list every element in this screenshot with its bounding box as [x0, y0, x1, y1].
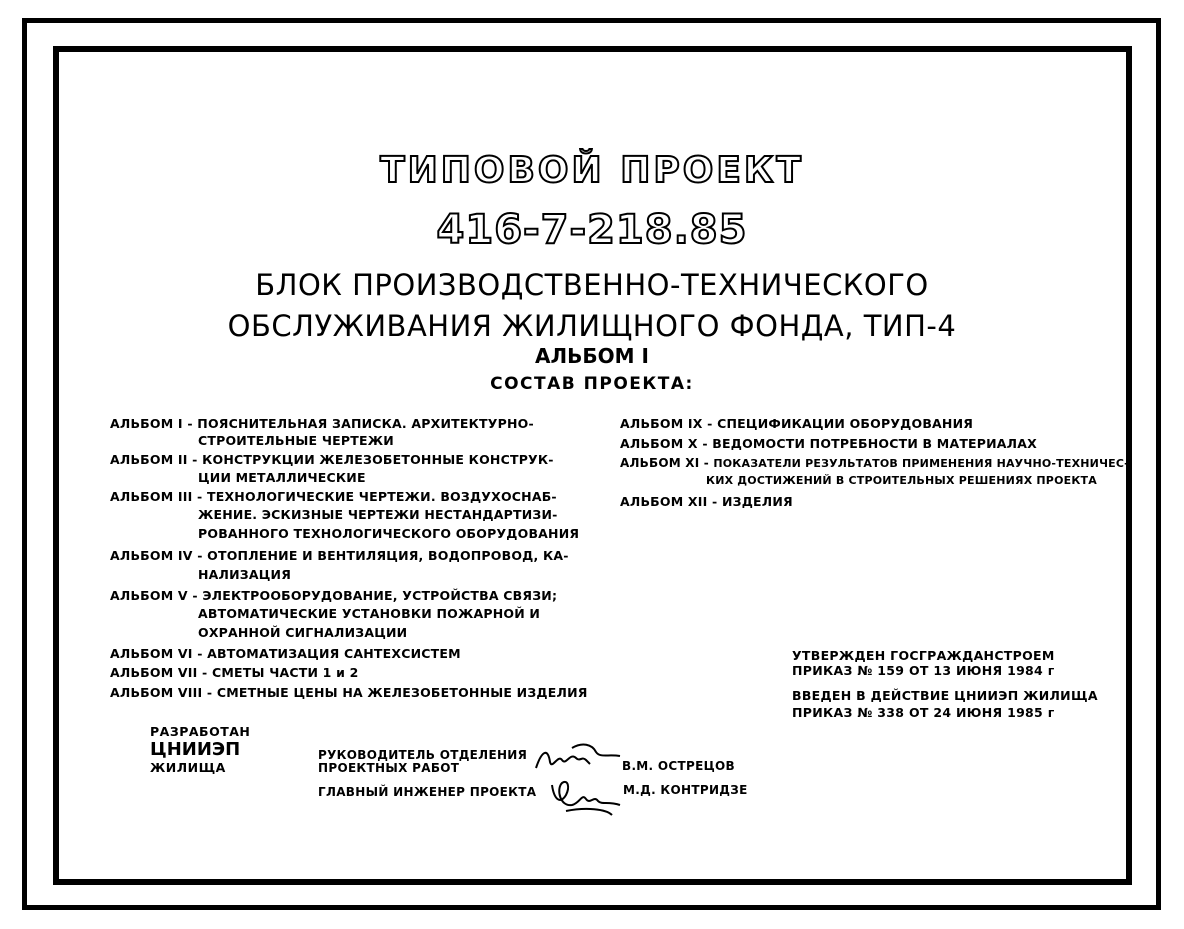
album-text: СМЕТНЫЕ ЦЕНЫ НА ЖЕЛЕЗОБЕТОННЫЕ ИЗДЕЛИЯ — [216, 685, 588, 700]
album-text: СПЕЦИФИКАЦИИ ОБОРУДОВАНИЯ — [717, 416, 974, 431]
album-text: АВТОМАТИЗАЦИЯ САНТЕХСИСТЕМ — [207, 646, 461, 661]
album-text: ПОЯСНИТЕЛЬНАЯ ЗАПИСКА. АРХИТЕКТУРНО- — [197, 416, 534, 431]
title-line-1: БЛОК ПРОИЗВОДСТВЕННО-ТЕХНИЧЕСКОГО — [255, 268, 929, 302]
album-text: КОНСТРУКЦИИ ЖЕЛЕЗОБЕТОННЫЕ КОНСТРУК- — [202, 452, 554, 467]
type-label: ТИПОВОЙ ПРОЕКТ — [380, 150, 804, 191]
album-text-cont: СТРОИТЕЛЬНЫЕ ЧЕРТЕЖИ — [198, 433, 394, 448]
album-text: ЭЛЕКТРООБОРУДОВАНИЕ, УСТРОЙСТВА СВЯЗИ; — [202, 588, 558, 603]
list-item — [110, 685, 588, 700]
developer-label: РАЗРАБОТАН — [150, 724, 251, 739]
name-1: В.М. ОСТРЕЦОВ — [622, 759, 735, 773]
list-item — [110, 489, 557, 504]
album-label: АЛЬБОМ XII - — [620, 494, 718, 509]
album-text: ИЗДЕЛИЯ — [721, 494, 793, 509]
album-label: АЛЬБОМ X - — [620, 436, 708, 451]
approval-line-1: УТВЕРЖДЕН ГОСГРАЖДАНСТРОЕМ — [792, 648, 1055, 663]
list-item — [110, 665, 359, 680]
project-number: 416-7-218.85 — [436, 207, 748, 253]
list-item — [110, 548, 569, 563]
role-1-line-1: РУКОВОДИТЕЛЬ ОТДЕЛЕНИЯ — [318, 748, 528, 762]
album-text: ПОКАЗАТЕЛИ РЕЗУЛЬТАТОВ ПРИМЕНЕНИЯ НАУЧНО-ТЕХНИЧЕС- — [713, 457, 1129, 470]
list-item — [110, 588, 557, 603]
album-text-cont: ЦИИ МЕТАЛЛИЧЕСКИЕ — [198, 470, 366, 485]
title-line-2: ОБСЛУЖИВАНИЯ ЖИЛИЩНОГО ФОНДА, ТИП-4 — [227, 309, 957, 343]
album-text: ТЕХНОЛОГИЧЕСКИЕ ЧЕРТЕЖИ. ВОЗДУХОСНАБ- — [206, 489, 557, 504]
album-text: СМЕТЫ ЧАСТИ 1 и 2 — [212, 665, 359, 680]
approval-line-2: ПРИКАЗ № 159 ОТ 13 ИЮНЯ 1984 г — [792, 663, 1055, 678]
signature-1-icon — [532, 740, 624, 776]
list-item — [620, 416, 973, 431]
list-item — [620, 456, 1129, 470]
list-item — [110, 646, 461, 661]
signature-2-icon — [546, 775, 626, 817]
album-label: АЛЬБОМ XI - — [620, 456, 709, 470]
list-item — [110, 416, 534, 431]
list-item — [620, 436, 1037, 451]
album-label: АЛЬБОМ II - — [110, 452, 198, 467]
album-label: АЛЬБОМ VIII - — [110, 685, 213, 700]
album-label: АЛЬБОМ III - — [110, 489, 203, 504]
developer-org: ЦНИИЭП — [150, 739, 241, 760]
album-label: АЛЬБОМ VII - — [110, 665, 208, 680]
album-text-cont: НАЛИЗАЦИЯ — [198, 567, 292, 582]
role-2: ГЛАВНЫЙ ИНЖЕНЕР ПРОЕКТА — [318, 785, 537, 799]
name-2: М.Д. КОНТРИДЗЕ — [623, 783, 748, 797]
album-label: АЛЬБОМ V - — [110, 588, 198, 603]
album-text-cont: ЖЕНИЕ. ЭСКИЗНЫЕ ЧЕРТЕЖИ НЕСТАНДАРТИЗИ- — [198, 507, 558, 522]
album-label: АЛЬБОМ IV - — [110, 548, 203, 563]
list-item — [110, 452, 554, 467]
album-text: ВЕДОМОСТИ ПОТРЕБНОСТИ В МАТЕРИАЛАХ — [712, 436, 1037, 451]
album-text-cont: КИХ ДОСТИЖЕНИЙ В СТРОИТЕЛЬНЫХ РЕШЕНИЯХ ПРОЕКТА — [706, 474, 1097, 487]
list-item — [620, 494, 793, 509]
album-text-cont: РОВАННОГО ТЕХНОЛОГИЧЕСКОГО ОБОРУДОВАНИЯ — [198, 526, 580, 541]
album-text: ОТОПЛЕНИЕ И ВЕНТИЛЯЦИЯ, ВОДОПРОВОД, КА- — [207, 548, 569, 563]
composition-heading: СОСТАВ ПРОЕКТА: — [490, 374, 694, 394]
approval-line-4: ПРИКАЗ № 338 ОТ 24 ИЮНЯ 1985 г — [792, 705, 1055, 720]
album-label: АЛЬБОМ I — [535, 344, 649, 368]
developer-org-sub: ЖИЛИЩА — [150, 760, 226, 775]
album-text-cont: АВТОМАТИЧЕСКИЕ УСТАНОВКИ ПОЖАРНОЙ И — [198, 606, 541, 621]
role-1-line-2: ПРОЕКТНЫХ РАБОТ — [318, 761, 460, 775]
album-label: АЛЬБОМ VI - — [110, 646, 203, 661]
approval-line-3: ВВЕДЕН В ДЕЙСТВИЕ ЦНИИЭП ЖИЛИЩА — [792, 688, 1098, 703]
album-label: АЛЬБОМ IX - — [620, 416, 713, 431]
album-text-cont: ОХРАННОЙ СИГНАЛИЗАЦИИ — [198, 625, 408, 640]
album-label: АЛЬБОМ I - — [110, 416, 193, 431]
